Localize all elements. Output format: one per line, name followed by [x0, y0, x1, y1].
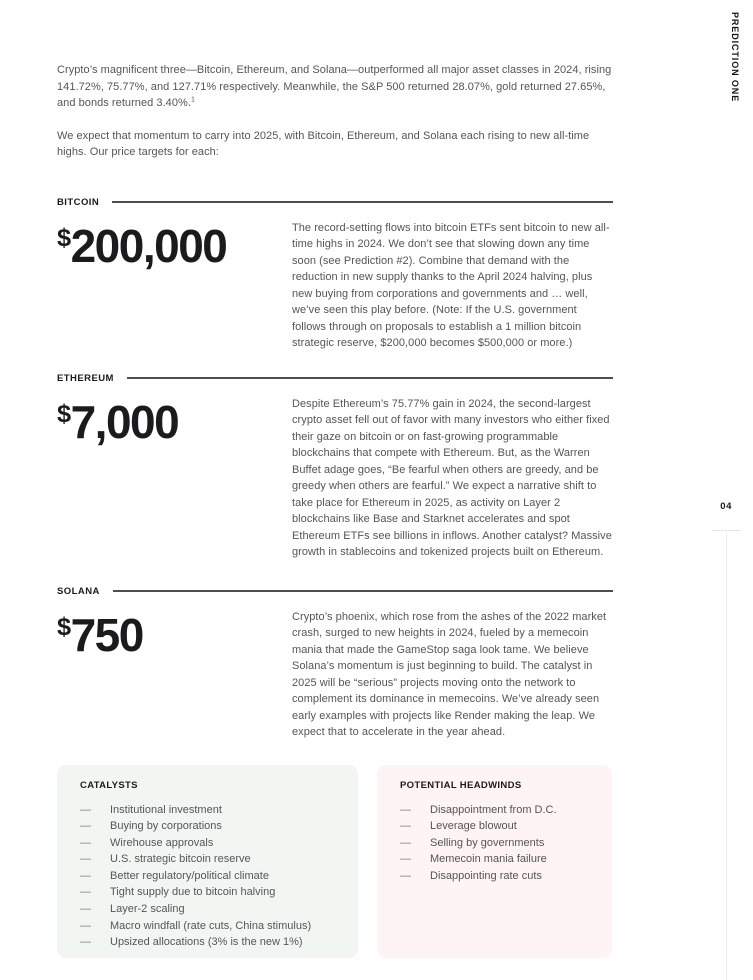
dash-bullet: — [80, 836, 91, 849]
edge-prediction-label: PREDICTION ONE [730, 12, 740, 103]
list-item [80, 884, 342, 901]
dash-bullet: — [80, 919, 91, 932]
dash-bullet: — [400, 836, 411, 849]
dash-bullet: — [80, 803, 91, 816]
list-item-text: Tight supply due to bitcoin halving [110, 886, 276, 899]
ethereum-section-text: Despite Ethereum’s 75.77% gain in 2024, the second-largest crypto asset fell out of favor with many investors who either fixed their gaze on bitcoin or on fast-growing programmable blockchains that compete with Ethereum. But, as the Warren Buffet adage goes, “Be fearful when others are greedy, and be greedy when others are fearful.” We expect a narrative shift to take place for Ethereum in 2025, as activity on Layer 2 blockchains like Base and Starknet accelerates and spot Ethereum ETFs see billions in inflows. Another catalyst? Massive growth in stablecoins and tokenized projects built on Ethereum. [292, 397, 612, 558]
solana-section-body [57, 609, 613, 741]
footnote-marker: 1 [190, 96, 195, 104]
dash-bullet: — [80, 820, 91, 833]
section-bitcoin [57, 197, 613, 352]
bottom-boxes [57, 765, 613, 958]
list-item [400, 851, 596, 868]
ethereum-price-target [57, 396, 292, 561]
headwinds-title: POTENTIAL HEADWINDS [400, 779, 522, 791]
solana-section-label: SOLANA [57, 585, 100, 597]
dash-bullet: — [400, 803, 411, 816]
bitcoin-section-text: The record-setting flows into bitcoin ETFs sent bitcoin to new all-time highs in 2024. We don’t see that slowing down any time soon (see Prediction #2). Combine that demand with the reduction in new supply thanks to the April 2024 halving, plus new buying from corporations and governments and … well, we’ve seen this play before. (Note: If the U.S. government follows through on proposals to establish a 1 million bitcoin strategic reserve, $200,000 becomes $500,000 or more.) [292, 221, 610, 349]
catalysts-box [57, 765, 358, 958]
catalysts-list [80, 802, 342, 951]
list-item [400, 818, 596, 835]
bitcoin-price-value: 200,000 [70, 219, 227, 272]
list-item-text: Disappointing rate cuts [430, 869, 542, 882]
list-item [400, 802, 596, 819]
list-item-text: U.S. strategic bitcoin reserve [110, 853, 251, 866]
solana-section-text: Crypto’s phoenix, which rose from the ashes of the 2022 market crash, surged to new heights in 2024, fueled by a memecoin mania that made the GameStop saga look tame. We believe Solana’s momentum is just beginning to build. The catalyst in 2025 will be “serious” projects moving onto the network to complement its dominance in memecoins. We’ve already seen early examples with projects like Render making the leap. We expect that to accelerate in the year ahead. [292, 610, 607, 738]
list-item [80, 851, 342, 868]
dash-bullet: — [80, 886, 91, 899]
list-item-text: Upsized allocations (3% is the new 1%) [110, 936, 303, 949]
list-item-text: Wirehouse approvals [110, 836, 214, 849]
headwinds-list [400, 802, 596, 885]
dash-bullet: — [400, 869, 411, 882]
bitcoin-section-body [57, 220, 613, 352]
intro-paragraph-2: We expect that momentum to carry into 2025, with Bitcoin, Ethereum, and Solana each rising to new all-time highs. Our price targets for each: [57, 129, 590, 158]
solana-price-target [57, 609, 292, 741]
list-item [400, 868, 596, 885]
list-item-text: Layer-2 scaling [110, 903, 185, 916]
solana-price-value: 750 [70, 608, 143, 661]
dash-bullet: — [400, 820, 411, 833]
list-item-text: Memecoin mania failure [430, 853, 547, 866]
list-item-text: Selling by governments [430, 836, 545, 849]
list-item-text: Leverage blowout [430, 820, 517, 833]
dash-bullet: — [80, 869, 91, 882]
bitcoin-price-target [57, 220, 292, 352]
intro-text-1: Crypto’s magnificent three—Bitcoin, Ethereum, and Solana—outperformed all major asset classes in 2024, rising 141.72%, 75.77%, and 127.71% respectively. Meanwhile, the S&P 500 returned 28.07%, gold returned 27.65%, and bonds returned 3.40%. [57, 64, 612, 109]
dollar-sign: $ [57, 223, 71, 252]
list-item [80, 818, 342, 835]
list-item [80, 901, 342, 918]
list-item [80, 802, 342, 819]
intro-paragraph-1 [57, 62, 613, 112]
list-item-text: Buying by corporations [110, 820, 222, 833]
list-item-text: Better regulatory/political climate [110, 869, 269, 882]
solana-section-rule [113, 590, 613, 592]
ethereum-section-header [57, 373, 613, 384]
dash-bullet: — [80, 853, 91, 866]
solana-section-header [57, 586, 613, 597]
bitcoin-section-header [57, 197, 613, 208]
list-item [80, 868, 342, 885]
ethereum-section-rule [127, 377, 613, 379]
catalysts-title: CATALYSTS [80, 779, 138, 791]
main-column [57, 0, 613, 958]
dash-bullet: — [400, 853, 411, 866]
list-item [80, 835, 342, 852]
bitcoin-section-rule [112, 201, 613, 203]
dollar-sign: $ [57, 612, 71, 641]
ethereum-price-value: 7,000 [70, 395, 179, 448]
list-item [80, 934, 342, 951]
list-item-text: Institutional investment [110, 803, 222, 816]
page-number: 04 [720, 501, 732, 512]
ethereum-section-label: ETHEREUM [57, 372, 114, 384]
section-ethereum [57, 373, 613, 561]
dash-bullet: — [80, 903, 91, 916]
section-solana [57, 586, 613, 741]
headwinds-box [377, 765, 612, 958]
list-item [400, 835, 596, 852]
list-item [80, 918, 342, 935]
fold-mark-line [726, 530, 727, 980]
dash-bullet: — [80, 936, 91, 949]
list-item-text: Disappointment from D.C. [430, 803, 557, 816]
ethereum-section-body [57, 396, 613, 561]
bitcoin-section-label: BITCOIN [57, 196, 100, 208]
list-item-text: Macro windfall (rate cuts, China stimulus) [110, 919, 312, 932]
dollar-sign: $ [57, 399, 71, 428]
